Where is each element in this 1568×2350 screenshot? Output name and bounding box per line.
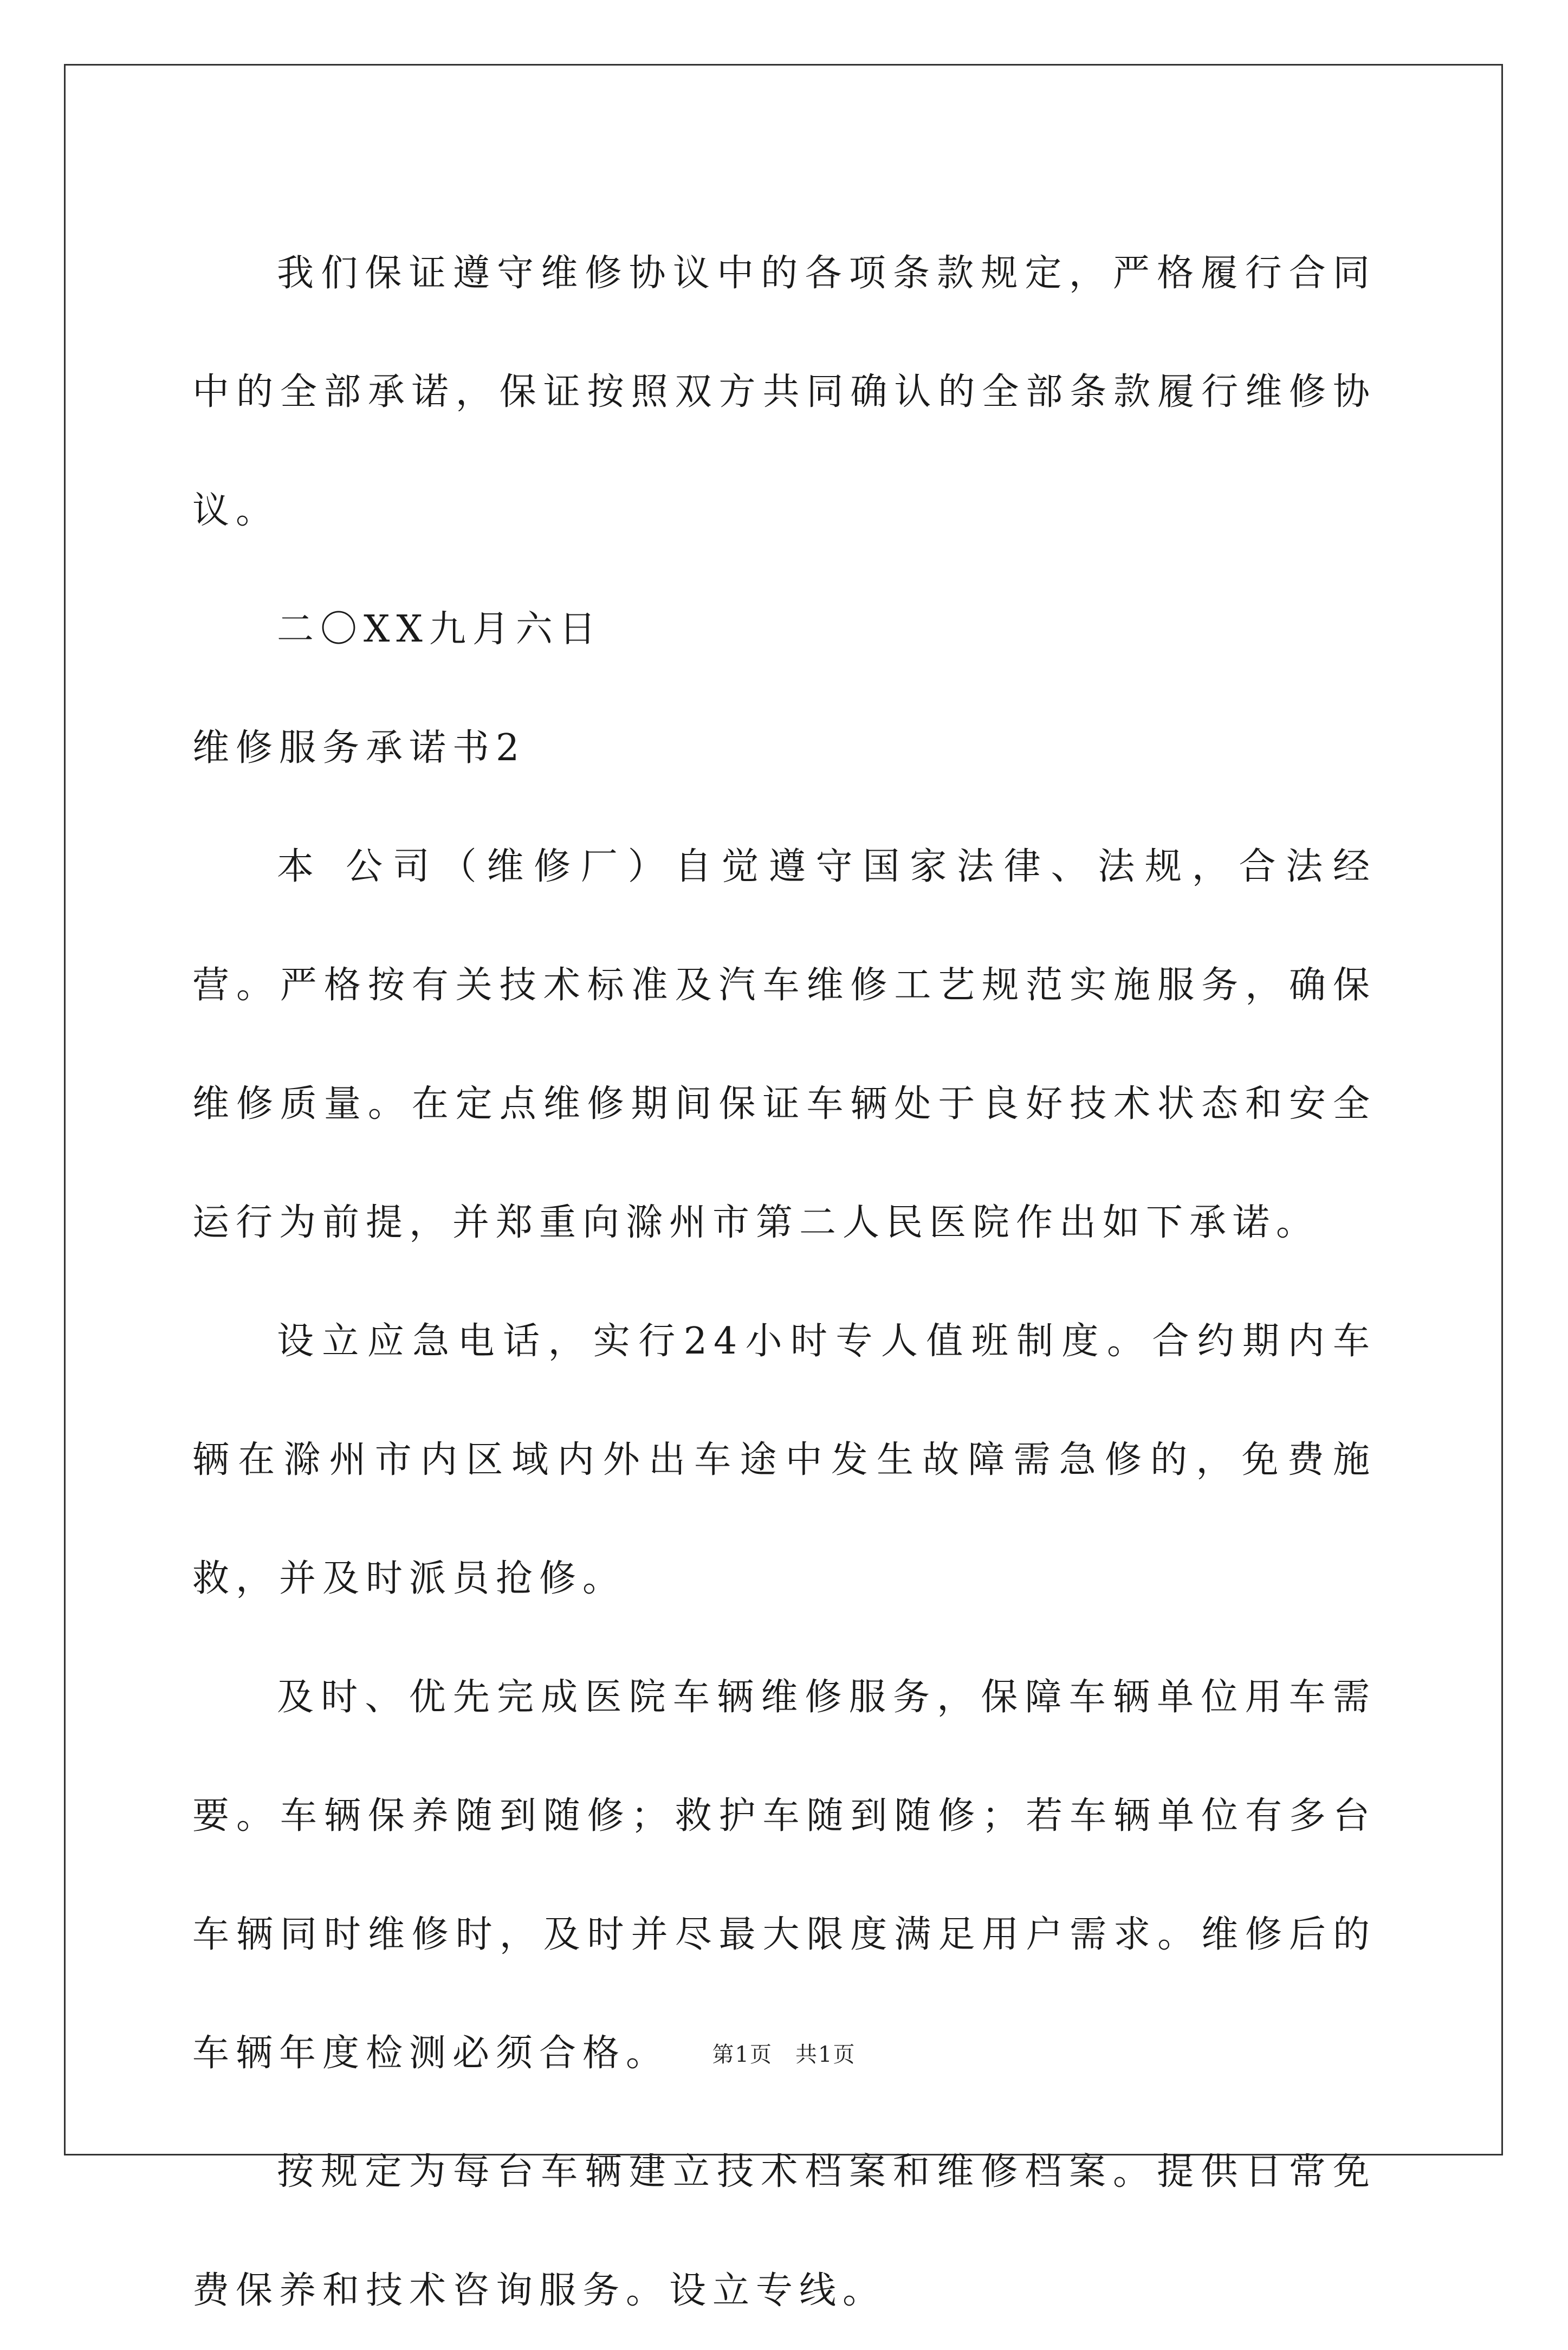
section-heading: 维修服务承诺书2 <box>192 727 526 769</box>
document-body <box>192 214 1376 2350</box>
paragraph-intro: 本 公司（维修厂）自觉遵守国家法律、法规，合法经营。严格按有关技术标准及汽车维修工艺规范实施服务，确保维修质量。在定点维修期间保证车辆处于良好技术状态和安全运行为前提，并郑重向滁州市第二人民医院作出如下承诺。 <box>192 845 1376 1244</box>
paragraph-priority-service: 及时、优先完成医院车辆维修服务，保障车辆单位用车需要。车辆保养随到随修；救护车随到随修；若车辆单位有多台车辆同时维修时，及时并尽最大限度满足用户需求。维修后的车辆年度检测必须合格。 <box>192 1676 1376 2075</box>
paragraph-emergency-phone: 设立应急电话，实行24小时专人值班制度。合约期内车辆在滁州市内区域内外出车途中发生故障需急修的，免费施救，并及时派员抢修。 <box>192 1320 1376 1600</box>
paragraph-records: 按规定为每台车辆建立技术档案和维修档案。提供日常免费保养和技术咨询服务。设立专线。 <box>192 2151 1376 2312</box>
paragraph-date: 二〇XX九月六日 <box>277 608 602 651</box>
paragraph-commitment-clause: 我们保证遵守维修协议中的各项条款规定，严格履行合同中的全部承诺，保证按照双方共同确认的全部条款履行维修协议。 <box>192 252 1376 532</box>
page-number-footer: 第1页 共1页 <box>712 2042 856 2067</box>
